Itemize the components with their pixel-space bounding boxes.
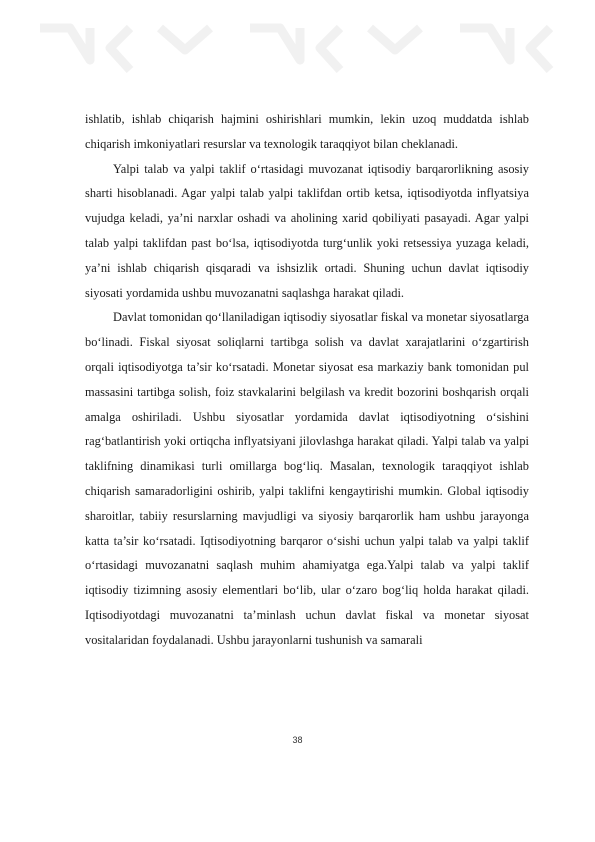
page-number: 38: [292, 735, 303, 745]
watermark-shape: [250, 28, 420, 70]
watermark-shape: [40, 28, 210, 70]
paragraph-economic-policy: Davlat tomonidan qo‘llaniladigan iqtisodiy siyosatlar fiskal va monetar siyosatlarga bo‘linadi. Fiskal siyosat soliqlarni tartibga solish va davlat xarajatlarini o‘zgartirish orqali iqtisodiyotga ta’sir ko‘rsatadi. Monetar siyosat esa markaziy bank tomonidan pul massasini tartibga solish, foiz stavkalarini belgilash va kredit bozorini boshqarish orqali amalga oshiriladi. Ushbu siyosatlar yordamida davlat iqtisodiyotning o‘sishini rag‘batlantirish yoki ortiqcha inflyatsiyani jilovlashga harakat qiladi. Yalpi talab va yalpi taklifning dinamikasi turli omillarga bog‘liq. Masalan, texnologik taraqqiyot ishlab chiqarish samaradorligini oshirib, yalpi taklifni kengaytirishi mumkin. Global iqtisodiy sharoitlar, tabiiy resurslarning mavjudligi va siyosiy barqarorlik ham ushbu jarayonga katta ta’sir ko‘rsatadi. Iqtisodiyotning barqaror o‘sishi uchun yalpi talab va yalpi taklif o‘rtasidagi muvozanatni saqlash muhim ahamiyatga ega.Yalpi talab va yalpi taklif iqtisodiy tizimning asosiy elementlari bo‘lib, ular o‘zaro bog‘liq holda harakat qiladi. Iqtisodiyotdagi muvozanatni ta’minlash uchun davlat fiskal va monetar siyosat vositalaridan foydalanadi. Ushbu jarayonlarni tushunish va samarali: [85, 310, 529, 647]
paragraph-equilibrium: Yalpi talab va yalpi taklif o‘rtasidagi muvozanat iqtisodiy barqarorlikning asosiy sharti hisoblanadi. Agar yalpi talab yalpi taklifdan ortib ketsa, iqtisodiyotda inflyatsiya vujudga keladi, ya’ni narxlar oshadi va aholining xarid qobiliyati pasayadi. Agar yalpi talab yalpi taklifdan past bo‘lsa, iqtisodiyotda turg‘unlik yoki retsessiya yuzaga keladi, ya’ni ishlab chiqarish qisqaradi va ishsizlik ortadi. Shuning uchun davlat iqtisodiy siyosati yordamida ushbu muvozanatni saqlashga harakat qiladi.: [85, 161, 529, 300]
document-body: [85, 107, 529, 653]
paragraph-continuation: ishlatib, ishlab chiqarish hajmini oshirishlari mumkin, lekin uzoq muddatda ishlab chiqarish imkoniyatlari resurslar va texnologik taraqqiyot bilan cheklanadi.: [85, 112, 529, 151]
watermark-shape: [460, 28, 550, 70]
